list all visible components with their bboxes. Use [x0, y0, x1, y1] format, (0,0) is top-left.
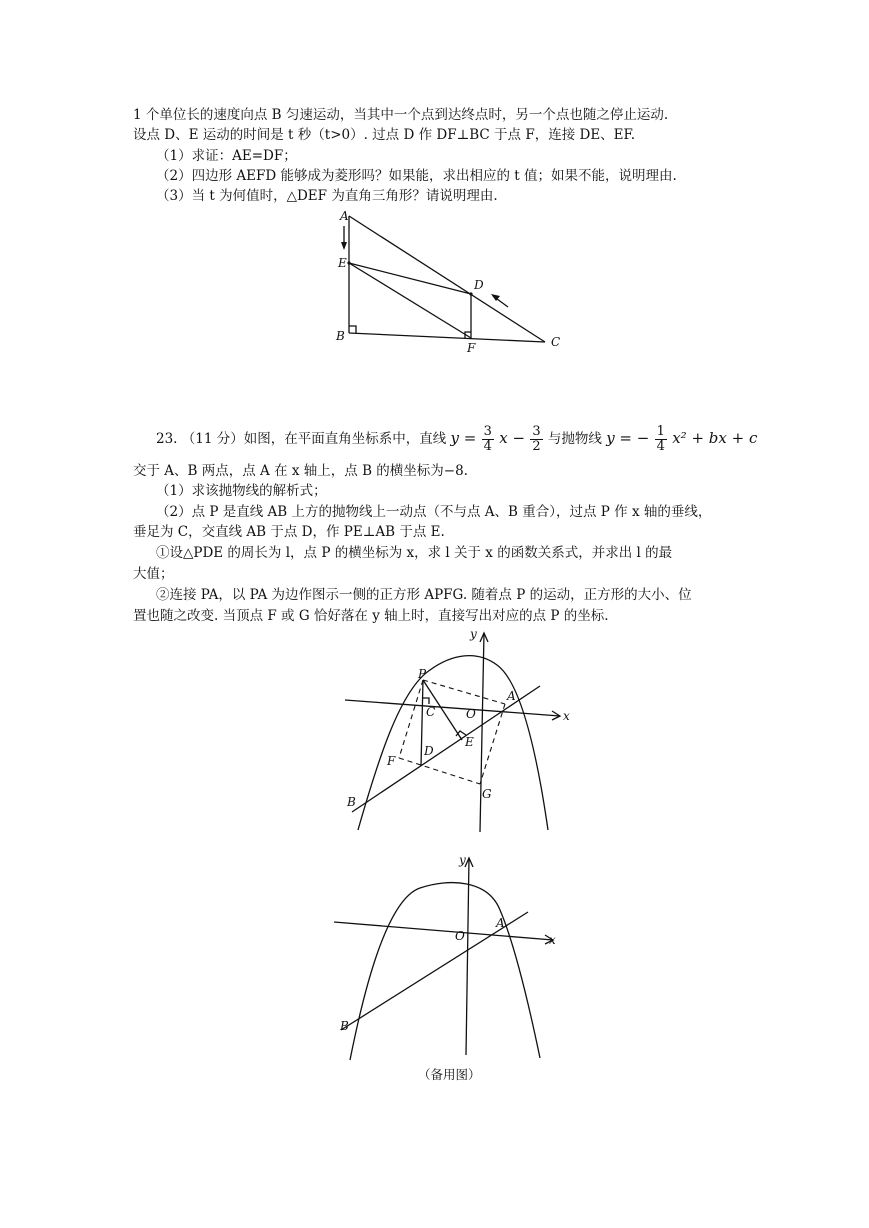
eq2-rest: x² + bx + c — [672, 429, 758, 447]
p23-q1: （1）求该抛物线的解析式； — [156, 483, 327, 499]
f1-label-O: O — [466, 707, 476, 721]
f1-label-A: A — [507, 689, 516, 703]
eq1-a-num: 3 — [483, 424, 492, 439]
f2-label-y: y — [459, 853, 466, 867]
eq2-frac-a — [655, 425, 667, 454]
f1-label-C: C — [426, 705, 436, 719]
f1-label-E: E — [465, 735, 474, 749]
label-F: F — [467, 341, 476, 355]
label-C: C — [551, 335, 561, 349]
p23-q2-1a: ①设△PDE 的周长为 l，点 P 的横坐标为 x，求 l 关于 x 的函数关系式，并求出 l 的最 — [156, 545, 673, 561]
eq1-frac-b — [530, 425, 542, 454]
eq2-lhs: y = − — [606, 429, 650, 447]
f2-label-A: A — [496, 916, 505, 930]
eq1-b-num: 3 — [532, 424, 541, 439]
f2-label-B: B — [340, 1019, 349, 1033]
p23-q2-2b: 置也随之改变. 当顶点 F 或 G 恰好落在 y 轴上时，直接写出对应的点 P 的坐标. — [133, 608, 609, 624]
label-D: D — [474, 278, 484, 292]
eq1-frac-a — [482, 425, 494, 454]
p23-intro-prefix: 23. （11 分）如图，在平面直角坐标系中，直线 — [156, 431, 447, 447]
p23-q2-2a: ②连接 PA，以 PA 为边作图示一侧的正方形 APFG. 随着点 P 的运动，正方形的大小、位 — [156, 587, 692, 603]
f1-label-G: G — [482, 787, 492, 801]
f2-label-O: O — [455, 929, 465, 943]
p23-q2a: （2）点 P 是直线 AB 上方的抛物线上一动点（不与点 A、B 重合），过点 P 作 x 轴的垂线， — [156, 504, 712, 520]
p22-line1: 1 个单位长的速度向点 B 匀速运动，当其中一个点到达终点时，另一个点也随之停止运动. — [133, 107, 669, 123]
label-A: A — [340, 209, 349, 223]
eq1-lhs: y = — [450, 429, 477, 447]
p23-intro — [156, 425, 757, 454]
f1-label-P: P — [418, 667, 427, 681]
p22-q3: （3）当 t 为何值时，△DEF 为直角三角形？请说明理由. — [156, 188, 498, 204]
p23-q2b: 垂足为 C，交直线 AB 于点 D，作 PE⊥AB 于点 E. — [133, 524, 445, 540]
f2-label-x: x — [549, 933, 556, 947]
p22-q2: （2）四边形 AEFD 能够成为菱形吗？如果能，求出相应的 t 值；如果不能，说明理由. — [156, 168, 677, 184]
p23-line2: 交于 A、B 两点，点 A 在 x 轴上，点 B 的横坐标为−8. — [133, 463, 468, 479]
f1-label-D: D — [424, 744, 434, 758]
f1-label-x: x — [563, 709, 570, 723]
eq1-b-den: 2 — [532, 439, 541, 454]
eq1-mid: x − — [499, 429, 526, 447]
backup-caption: （备用图） — [418, 1067, 481, 1082]
label-B: B — [336, 329, 345, 343]
f1-label-F: F — [387, 754, 396, 768]
p23-q2-1b: 大值； — [133, 566, 174, 582]
eq1-a-den: 4 — [483, 439, 492, 454]
eq2-a-den: 4 — [656, 439, 665, 454]
p22-line2: 设点 D、E 运动的时间是 t 秒（t>0）. 过点 D 作 DF⊥BC 于点 F，连接 DE、EF. — [133, 127, 636, 143]
p22-q1: （1）求证：AE=DF； — [156, 148, 297, 164]
p23-intro-mid: 与抛物线 — [547, 431, 602, 447]
label-E: E — [338, 256, 347, 270]
f1-label-B: B — [347, 795, 356, 809]
eq2-a-num: 1 — [656, 424, 665, 439]
f1-label-y: y — [470, 627, 477, 641]
